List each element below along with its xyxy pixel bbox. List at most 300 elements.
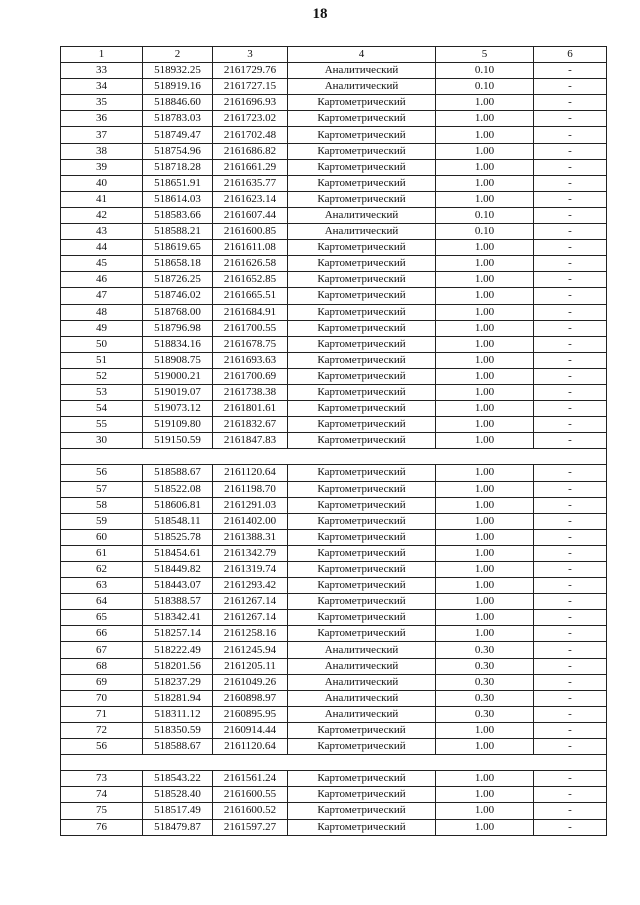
point-number-cell: 70 bbox=[61, 690, 143, 706]
method-cell: Картометрический bbox=[288, 320, 436, 336]
point-number-cell: 43 bbox=[61, 224, 143, 240]
note-cell: - bbox=[534, 497, 607, 513]
method-cell: Картометрический bbox=[288, 352, 436, 368]
x-coordinate-cell: 518237.29 bbox=[143, 674, 213, 690]
accuracy-cell: 0.30 bbox=[436, 674, 534, 690]
method-cell: Аналитический bbox=[288, 63, 436, 79]
method-cell: Картометрический bbox=[288, 562, 436, 578]
note-cell: - bbox=[534, 159, 607, 175]
accuracy-cell: 1.00 bbox=[436, 95, 534, 111]
y-coordinate-cell: 2161635.77 bbox=[213, 175, 288, 191]
x-coordinate-cell: 518528.40 bbox=[143, 787, 213, 803]
separator-cell bbox=[61, 449, 607, 465]
table-row bbox=[61, 224, 607, 240]
y-coordinate-cell: 2161686.82 bbox=[213, 143, 288, 159]
y-coordinate-cell: 2161832.67 bbox=[213, 417, 288, 433]
table-body bbox=[61, 47, 607, 836]
x-coordinate-cell: 518543.22 bbox=[143, 771, 213, 787]
table-row bbox=[61, 562, 607, 578]
method-cell: Картометрический bbox=[288, 626, 436, 642]
note-cell: - bbox=[534, 803, 607, 819]
accuracy-cell: 1.00 bbox=[436, 256, 534, 272]
table-row bbox=[61, 497, 607, 513]
method-cell: Аналитический bbox=[288, 642, 436, 658]
note-cell: - bbox=[534, 594, 607, 610]
group-separator-row bbox=[61, 449, 607, 465]
note-cell: - bbox=[534, 722, 607, 738]
method-cell: Картометрический bbox=[288, 336, 436, 352]
table-row bbox=[61, 529, 607, 545]
y-coordinate-cell: 2160914.44 bbox=[213, 722, 288, 738]
table-row bbox=[61, 304, 607, 320]
table-row bbox=[61, 272, 607, 288]
point-number-cell: 56 bbox=[61, 465, 143, 481]
accuracy-cell: 1.00 bbox=[436, 787, 534, 803]
point-number-cell: 65 bbox=[61, 610, 143, 626]
method-cell: Картометрический bbox=[288, 610, 436, 626]
x-coordinate-cell: 519150.59 bbox=[143, 433, 213, 449]
x-coordinate-cell: 518932.25 bbox=[143, 63, 213, 79]
note-cell: - bbox=[534, 610, 607, 626]
note-cell: - bbox=[534, 127, 607, 143]
table-row bbox=[61, 658, 607, 674]
x-coordinate-cell: 518311.12 bbox=[143, 706, 213, 722]
note-cell: - bbox=[534, 739, 607, 755]
method-cell: Картометрический bbox=[288, 288, 436, 304]
note-cell: - bbox=[534, 175, 607, 191]
accuracy-cell: 1.00 bbox=[436, 272, 534, 288]
method-cell: Картометрический bbox=[288, 465, 436, 481]
group-separator-row bbox=[61, 755, 607, 771]
point-number-cell: 44 bbox=[61, 240, 143, 256]
y-coordinate-cell: 2161623.14 bbox=[213, 191, 288, 207]
method-cell: Картометрический bbox=[288, 722, 436, 738]
method-cell: Картометрический bbox=[288, 159, 436, 175]
method-cell: Картометрический bbox=[288, 803, 436, 819]
x-coordinate-cell: 518517.49 bbox=[143, 803, 213, 819]
accuracy-cell: 1.00 bbox=[436, 143, 534, 159]
point-number-cell: 47 bbox=[61, 288, 143, 304]
table-row bbox=[61, 578, 607, 594]
point-number-cell: 40 bbox=[61, 175, 143, 191]
point-number-cell: 62 bbox=[61, 562, 143, 578]
y-coordinate-cell: 2161600.52 bbox=[213, 803, 288, 819]
point-number-cell: 52 bbox=[61, 368, 143, 384]
y-coordinate-cell: 2161245.94 bbox=[213, 642, 288, 658]
header-cell: 5 bbox=[436, 47, 534, 63]
accuracy-cell: 1.00 bbox=[436, 159, 534, 175]
accuracy-cell: 1.00 bbox=[436, 384, 534, 400]
accuracy-cell: 1.00 bbox=[436, 739, 534, 755]
y-coordinate-cell: 2161847.83 bbox=[213, 433, 288, 449]
y-coordinate-cell: 2160895.95 bbox=[213, 706, 288, 722]
table-row bbox=[61, 481, 607, 497]
method-cell: Картометрический bbox=[288, 240, 436, 256]
table-row bbox=[61, 384, 607, 400]
y-coordinate-cell: 2161402.00 bbox=[213, 513, 288, 529]
note-cell: - bbox=[534, 384, 607, 400]
note-cell: - bbox=[534, 95, 607, 111]
y-coordinate-cell: 2161702.48 bbox=[213, 127, 288, 143]
x-coordinate-cell: 518522.08 bbox=[143, 481, 213, 497]
note-cell: - bbox=[534, 787, 607, 803]
header-row bbox=[61, 47, 607, 63]
method-cell: Картометрический bbox=[288, 368, 436, 384]
accuracy-cell: 0.10 bbox=[436, 79, 534, 95]
accuracy-cell: 1.00 bbox=[436, 771, 534, 787]
table-row bbox=[61, 706, 607, 722]
point-number-cell: 68 bbox=[61, 658, 143, 674]
x-coordinate-cell: 518342.41 bbox=[143, 610, 213, 626]
point-number-cell: 57 bbox=[61, 481, 143, 497]
accuracy-cell: 1.00 bbox=[436, 626, 534, 642]
note-cell: - bbox=[534, 272, 607, 288]
accuracy-cell: 0.30 bbox=[436, 642, 534, 658]
y-coordinate-cell: 2161600.55 bbox=[213, 787, 288, 803]
y-coordinate-cell: 2161267.14 bbox=[213, 610, 288, 626]
table-row bbox=[61, 143, 607, 159]
header-cell: 4 bbox=[288, 47, 436, 63]
point-number-cell: 45 bbox=[61, 256, 143, 272]
y-coordinate-cell: 2161801.61 bbox=[213, 401, 288, 417]
y-coordinate-cell: 2161723.02 bbox=[213, 111, 288, 127]
x-coordinate-cell: 518908.75 bbox=[143, 352, 213, 368]
method-cell: Картометрический bbox=[288, 481, 436, 497]
method-cell: Картометрический bbox=[288, 578, 436, 594]
note-cell: - bbox=[534, 79, 607, 95]
accuracy-cell: 0.30 bbox=[436, 658, 534, 674]
note-cell: - bbox=[534, 674, 607, 690]
y-coordinate-cell: 2161597.27 bbox=[213, 819, 288, 835]
y-coordinate-cell: 2161293.42 bbox=[213, 578, 288, 594]
x-coordinate-cell: 518768.00 bbox=[143, 304, 213, 320]
point-number-cell: 58 bbox=[61, 497, 143, 513]
point-number-cell: 76 bbox=[61, 819, 143, 835]
x-coordinate-cell: 518548.11 bbox=[143, 513, 213, 529]
x-coordinate-cell: 518525.78 bbox=[143, 529, 213, 545]
x-coordinate-cell: 518619.65 bbox=[143, 240, 213, 256]
method-cell: Картометрический bbox=[288, 175, 436, 191]
y-coordinate-cell: 2161700.55 bbox=[213, 320, 288, 336]
accuracy-cell: 0.30 bbox=[436, 706, 534, 722]
point-number-cell: 71 bbox=[61, 706, 143, 722]
method-cell: Картометрический bbox=[288, 401, 436, 417]
x-coordinate-cell: 518783.03 bbox=[143, 111, 213, 127]
table-row bbox=[61, 79, 607, 95]
x-coordinate-cell: 518749.47 bbox=[143, 127, 213, 143]
table-row bbox=[61, 819, 607, 835]
y-coordinate-cell: 2161388.31 bbox=[213, 529, 288, 545]
point-number-cell: 54 bbox=[61, 401, 143, 417]
accuracy-cell: 1.00 bbox=[436, 368, 534, 384]
method-cell: Картометрический bbox=[288, 143, 436, 159]
method-cell: Картометрический bbox=[288, 272, 436, 288]
table-row bbox=[61, 626, 607, 642]
accuracy-cell: 1.00 bbox=[436, 545, 534, 561]
note-cell: - bbox=[534, 513, 607, 529]
separator-cell bbox=[61, 755, 607, 771]
table-row bbox=[61, 513, 607, 529]
y-coordinate-cell: 2161291.03 bbox=[213, 497, 288, 513]
method-cell: Аналитический bbox=[288, 706, 436, 722]
x-coordinate-cell: 518718.28 bbox=[143, 159, 213, 175]
table-row bbox=[61, 594, 607, 610]
note-cell: - bbox=[534, 433, 607, 449]
table-row bbox=[61, 256, 607, 272]
method-cell: Картометрический bbox=[288, 529, 436, 545]
table-row bbox=[61, 159, 607, 175]
note-cell: - bbox=[534, 417, 607, 433]
accuracy-cell: 1.00 bbox=[436, 175, 534, 191]
x-coordinate-cell: 519000.21 bbox=[143, 368, 213, 384]
note-cell: - bbox=[534, 352, 607, 368]
note-cell: - bbox=[534, 368, 607, 384]
method-cell: Картометрический bbox=[288, 513, 436, 529]
table-row bbox=[61, 433, 607, 449]
x-coordinate-cell: 518846.60 bbox=[143, 95, 213, 111]
note-cell: - bbox=[534, 562, 607, 578]
note-cell: - bbox=[534, 771, 607, 787]
table-row bbox=[61, 336, 607, 352]
x-coordinate-cell: 518257.14 bbox=[143, 626, 213, 642]
point-number-cell: 30 bbox=[61, 433, 143, 449]
table-row bbox=[61, 642, 607, 658]
x-coordinate-cell: 518201.56 bbox=[143, 658, 213, 674]
x-coordinate-cell: 519109.80 bbox=[143, 417, 213, 433]
y-coordinate-cell: 2161729.76 bbox=[213, 63, 288, 79]
x-coordinate-cell: 518651.91 bbox=[143, 175, 213, 191]
page-number: 18 bbox=[312, 6, 328, 22]
point-number-cell: 72 bbox=[61, 722, 143, 738]
table-row bbox=[61, 803, 607, 819]
method-cell: Аналитический bbox=[288, 79, 436, 95]
accuracy-cell: 1.00 bbox=[436, 578, 534, 594]
y-coordinate-cell: 2161049.26 bbox=[213, 674, 288, 690]
point-number-cell: 37 bbox=[61, 127, 143, 143]
point-number-cell: 36 bbox=[61, 111, 143, 127]
x-coordinate-cell: 518796.98 bbox=[143, 320, 213, 336]
y-coordinate-cell: 2161665.51 bbox=[213, 288, 288, 304]
note-cell: - bbox=[534, 578, 607, 594]
table-row bbox=[61, 674, 607, 690]
y-coordinate-cell: 2161652.85 bbox=[213, 272, 288, 288]
x-coordinate-cell: 518754.96 bbox=[143, 143, 213, 159]
x-coordinate-cell: 518281.94 bbox=[143, 690, 213, 706]
accuracy-cell: 1.00 bbox=[436, 562, 534, 578]
method-cell: Картометрический bbox=[288, 433, 436, 449]
x-coordinate-cell: 518726.25 bbox=[143, 272, 213, 288]
point-number-cell: 66 bbox=[61, 626, 143, 642]
accuracy-cell: 1.00 bbox=[436, 497, 534, 513]
y-coordinate-cell: 2161693.63 bbox=[213, 352, 288, 368]
method-cell: Картометрический bbox=[288, 256, 436, 272]
accuracy-cell: 1.00 bbox=[436, 111, 534, 127]
y-coordinate-cell: 2161696.93 bbox=[213, 95, 288, 111]
method-cell: Картометрический bbox=[288, 95, 436, 111]
x-coordinate-cell: 518350.59 bbox=[143, 722, 213, 738]
y-coordinate-cell: 2161561.24 bbox=[213, 771, 288, 787]
point-number-cell: 69 bbox=[61, 674, 143, 690]
method-cell: Картометрический bbox=[288, 384, 436, 400]
point-number-cell: 46 bbox=[61, 272, 143, 288]
point-number-cell: 74 bbox=[61, 787, 143, 803]
point-number-cell: 64 bbox=[61, 594, 143, 610]
table-row bbox=[61, 787, 607, 803]
y-coordinate-cell: 2161700.69 bbox=[213, 368, 288, 384]
y-coordinate-cell: 2161120.64 bbox=[213, 465, 288, 481]
point-number-cell: 73 bbox=[61, 771, 143, 787]
accuracy-cell: 1.00 bbox=[436, 320, 534, 336]
note-cell: - bbox=[534, 465, 607, 481]
method-cell: Аналитический bbox=[288, 658, 436, 674]
y-coordinate-cell: 2161611.08 bbox=[213, 240, 288, 256]
note-cell: - bbox=[534, 626, 607, 642]
method-cell: Картометрический bbox=[288, 497, 436, 513]
table-row bbox=[61, 771, 607, 787]
method-cell: Картометрический bbox=[288, 594, 436, 610]
x-coordinate-cell: 518614.03 bbox=[143, 191, 213, 207]
table-row bbox=[61, 111, 607, 127]
x-coordinate-cell: 518443.07 bbox=[143, 578, 213, 594]
table-row bbox=[61, 175, 607, 191]
x-coordinate-cell: 518388.57 bbox=[143, 594, 213, 610]
note-cell: - bbox=[534, 529, 607, 545]
point-number-cell: 75 bbox=[61, 803, 143, 819]
note-cell: - bbox=[534, 304, 607, 320]
point-number-cell: 56 bbox=[61, 739, 143, 755]
y-coordinate-cell: 2161342.79 bbox=[213, 545, 288, 561]
header-cell: 2 bbox=[143, 47, 213, 63]
table-row bbox=[61, 368, 607, 384]
accuracy-cell: 1.00 bbox=[436, 819, 534, 835]
method-cell: Картометрический bbox=[288, 787, 436, 803]
point-number-cell: 59 bbox=[61, 513, 143, 529]
note-cell: - bbox=[534, 207, 607, 223]
method-cell: Аналитический bbox=[288, 690, 436, 706]
y-coordinate-cell: 2161198.70 bbox=[213, 481, 288, 497]
note-cell: - bbox=[534, 224, 607, 240]
method-cell: Картометрический bbox=[288, 739, 436, 755]
note-cell: - bbox=[534, 819, 607, 835]
accuracy-cell: 1.00 bbox=[436, 481, 534, 497]
note-cell: - bbox=[534, 143, 607, 159]
method-cell: Аналитический bbox=[288, 674, 436, 690]
note-cell: - bbox=[534, 288, 607, 304]
note-cell: - bbox=[534, 481, 607, 497]
table-row bbox=[61, 722, 607, 738]
point-number-cell: 33 bbox=[61, 63, 143, 79]
method-cell: Картометрический bbox=[288, 819, 436, 835]
table-row bbox=[61, 240, 607, 256]
point-number-cell: 41 bbox=[61, 191, 143, 207]
y-coordinate-cell: 2161205.11 bbox=[213, 658, 288, 674]
accuracy-cell: 1.00 bbox=[436, 594, 534, 610]
point-number-cell: 61 bbox=[61, 545, 143, 561]
header-cell: 6 bbox=[534, 47, 607, 63]
table-row bbox=[61, 63, 607, 79]
accuracy-cell: 0.30 bbox=[436, 690, 534, 706]
y-coordinate-cell: 2161661.29 bbox=[213, 159, 288, 175]
table-row bbox=[61, 288, 607, 304]
y-coordinate-cell: 2161678.75 bbox=[213, 336, 288, 352]
accuracy-cell: 0.10 bbox=[436, 207, 534, 223]
y-coordinate-cell: 2161727.15 bbox=[213, 79, 288, 95]
note-cell: - bbox=[534, 706, 607, 722]
header-cell: 1 bbox=[61, 47, 143, 63]
y-coordinate-cell: 2161626.58 bbox=[213, 256, 288, 272]
accuracy-cell: 1.00 bbox=[436, 288, 534, 304]
point-number-cell: 39 bbox=[61, 159, 143, 175]
y-coordinate-cell: 2161258.16 bbox=[213, 626, 288, 642]
x-coordinate-cell: 518454.61 bbox=[143, 545, 213, 561]
x-coordinate-cell: 518449.82 bbox=[143, 562, 213, 578]
accuracy-cell: 1.00 bbox=[436, 304, 534, 320]
note-cell: - bbox=[534, 111, 607, 127]
accuracy-cell: 0.10 bbox=[436, 63, 534, 79]
point-number-cell: 48 bbox=[61, 304, 143, 320]
note-cell: - bbox=[534, 63, 607, 79]
x-coordinate-cell: 518606.81 bbox=[143, 497, 213, 513]
note-cell: - bbox=[534, 191, 607, 207]
table-row bbox=[61, 610, 607, 626]
note-cell: - bbox=[534, 256, 607, 272]
note-cell: - bbox=[534, 690, 607, 706]
x-coordinate-cell: 518588.21 bbox=[143, 224, 213, 240]
x-coordinate-cell: 518588.67 bbox=[143, 465, 213, 481]
method-cell: Картометрический bbox=[288, 304, 436, 320]
point-number-cell: 60 bbox=[61, 529, 143, 545]
note-cell: - bbox=[534, 336, 607, 352]
method-cell: Картометрический bbox=[288, 545, 436, 561]
y-coordinate-cell: 2161600.85 bbox=[213, 224, 288, 240]
y-coordinate-cell: 2161267.14 bbox=[213, 594, 288, 610]
point-number-cell: 67 bbox=[61, 642, 143, 658]
coordinates-table bbox=[60, 46, 607, 836]
point-number-cell: 34 bbox=[61, 79, 143, 95]
x-coordinate-cell: 518222.49 bbox=[143, 642, 213, 658]
table-row bbox=[61, 690, 607, 706]
accuracy-cell: 1.00 bbox=[436, 465, 534, 481]
y-coordinate-cell: 2161738.38 bbox=[213, 384, 288, 400]
point-number-cell: 53 bbox=[61, 384, 143, 400]
table-row bbox=[61, 320, 607, 336]
accuracy-cell: 1.00 bbox=[436, 352, 534, 368]
note-cell: - bbox=[534, 320, 607, 336]
table-row bbox=[61, 352, 607, 368]
x-coordinate-cell: 518746.02 bbox=[143, 288, 213, 304]
table-row bbox=[61, 95, 607, 111]
method-cell: Картометрический bbox=[288, 771, 436, 787]
accuracy-cell: 1.00 bbox=[436, 529, 534, 545]
accuracy-cell: 1.00 bbox=[436, 513, 534, 529]
accuracy-cell: 1.00 bbox=[436, 433, 534, 449]
point-number-cell: 49 bbox=[61, 320, 143, 336]
accuracy-cell: 1.00 bbox=[436, 610, 534, 626]
y-coordinate-cell: 2160898.97 bbox=[213, 690, 288, 706]
y-coordinate-cell: 2161684.91 bbox=[213, 304, 288, 320]
method-cell: Аналитический bbox=[288, 207, 436, 223]
method-cell: Картометрический bbox=[288, 127, 436, 143]
method-cell: Картометрический bbox=[288, 417, 436, 433]
point-number-cell: 35 bbox=[61, 95, 143, 111]
accuracy-cell: 1.00 bbox=[436, 417, 534, 433]
method-cell: Картометрический bbox=[288, 111, 436, 127]
accuracy-cell: 1.00 bbox=[436, 127, 534, 143]
y-coordinate-cell: 2161319.74 bbox=[213, 562, 288, 578]
header-cell: 3 bbox=[213, 47, 288, 63]
point-number-cell: 51 bbox=[61, 352, 143, 368]
accuracy-cell: 1.00 bbox=[436, 240, 534, 256]
